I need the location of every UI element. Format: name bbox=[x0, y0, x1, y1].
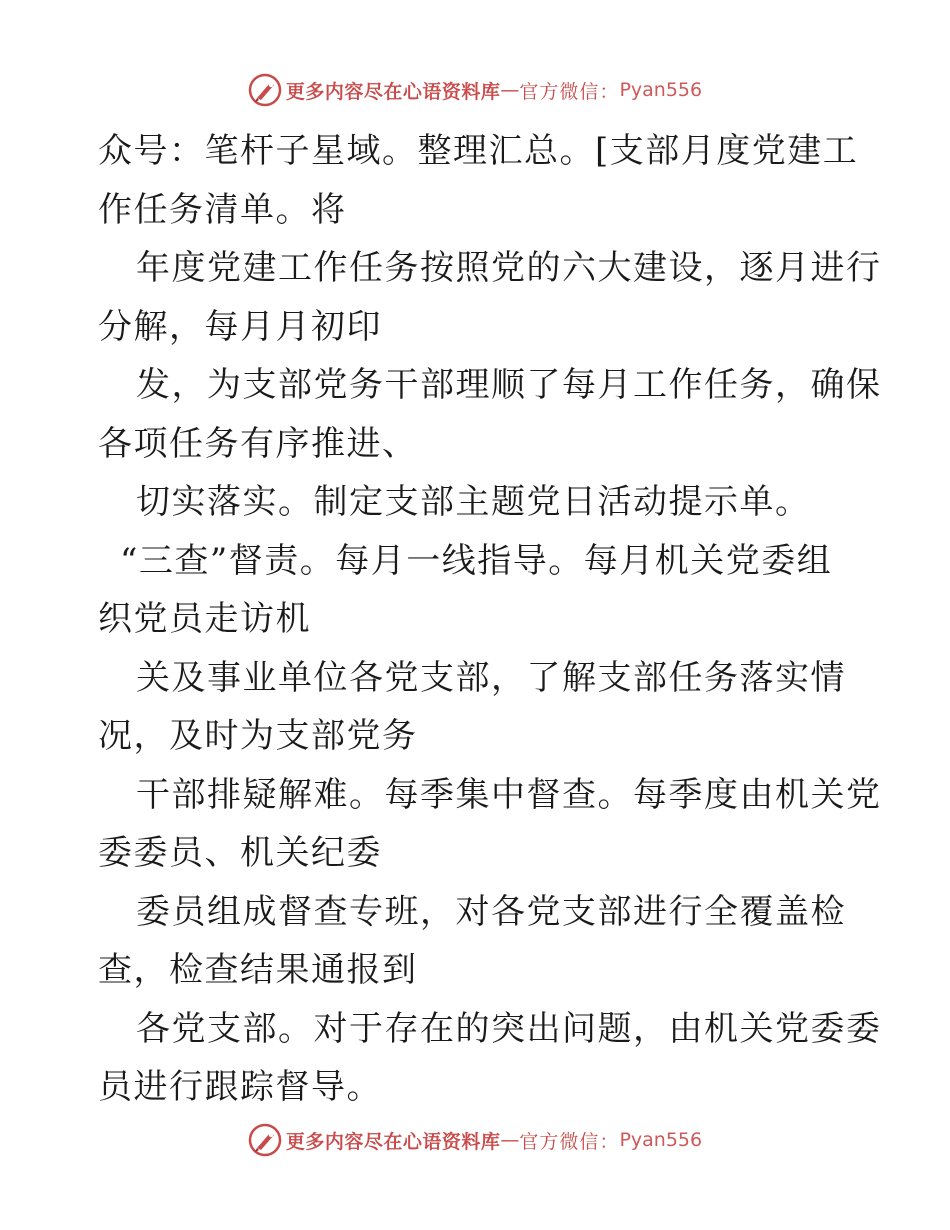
text-line: 干部排疑解难。每季集中督查。每季度由机关党 bbox=[136, 774, 882, 815]
wechat-account: Pyan556 bbox=[619, 1129, 703, 1151]
text-line: 员进行跟踪督导。 bbox=[98, 1067, 382, 1107]
text-line: “三查”督责。每月一线指导。每月机关党委组 bbox=[120, 540, 833, 581]
feather-pen-logo-icon bbox=[248, 1123, 282, 1157]
wechat-account: Pyan556 bbox=[619, 79, 703, 101]
text-line: 切实落实。制定支部主题党日活动提示单。 bbox=[136, 482, 811, 522]
text-line: 作任务清单。将 bbox=[98, 189, 347, 230]
text-line: 众号：笔杆子星域。整理汇总。[支部月度党建工 bbox=[98, 131, 859, 171]
text-line: 织党员走访机 bbox=[98, 599, 311, 639]
text-line: 发，为支部党务干部理顺了每月工作任务，确保 bbox=[136, 365, 882, 405]
feather-pen-logo-icon bbox=[248, 73, 282, 107]
text-line: 关及事业单位各党支部，了解支部任务落实情 bbox=[136, 657, 846, 698]
wechat-label: 官方微信： bbox=[519, 80, 620, 103]
banner-separator: — bbox=[500, 1129, 520, 1151]
wechat-label: 官方微信： bbox=[519, 1130, 620, 1153]
banner-separator: — bbox=[500, 79, 520, 101]
text-line: 分解，每月月初印 bbox=[98, 306, 382, 347]
site-name-text: 更多内容尽在心语资料库 bbox=[285, 1130, 501, 1153]
text-line: 况，及时为支部党务 bbox=[98, 716, 418, 756]
text-line: 各项任务有序推进、 bbox=[98, 423, 418, 464]
site-name-text: 更多内容尽在心语资料库 bbox=[285, 80, 501, 103]
document-body bbox=[98, 122, 882, 1117]
text-line: 年度党建工作任务按照党的六大建设，逐月进行 bbox=[136, 248, 882, 288]
text-line: 各党支部。对于存在的突出问题，由机关党委委 bbox=[136, 1008, 882, 1049]
header-watermark-banner bbox=[0, 70, 950, 110]
footer-watermark-banner bbox=[0, 1120, 950, 1160]
text-line: 委委员、机关纪委 bbox=[98, 833, 382, 873]
text-line: 委员组成督查专班，对各党支部进行全覆盖检 bbox=[136, 891, 846, 932]
text-line: 查，检查结果通报到 bbox=[98, 950, 418, 990]
